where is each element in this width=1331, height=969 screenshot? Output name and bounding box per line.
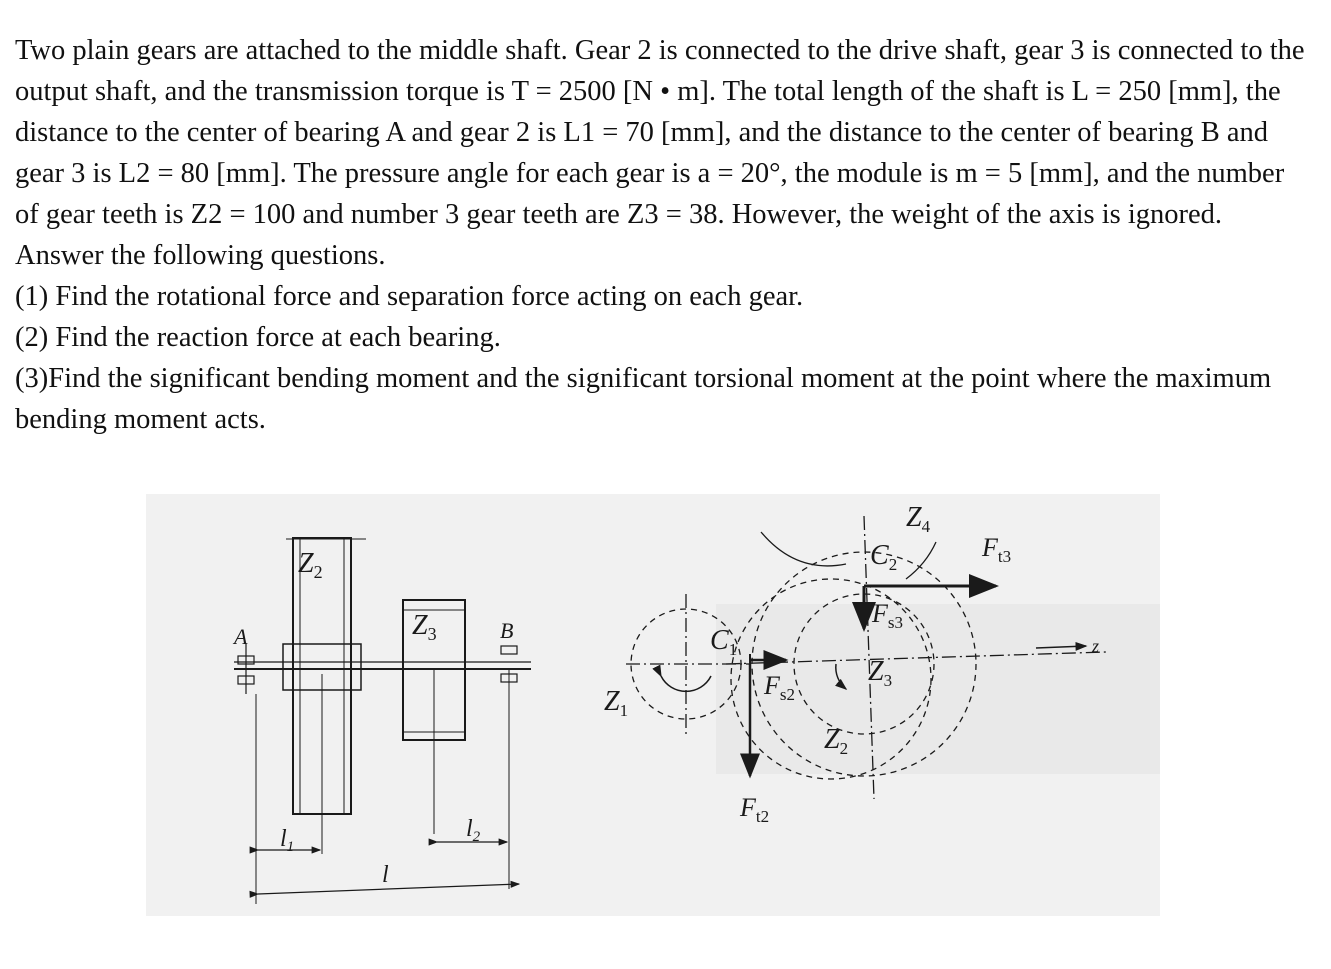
label-bearing-b: B — [500, 618, 514, 643]
problem-text — [15, 30, 1315, 440]
label-c1: $C_1$ — [710, 625, 738, 659]
label-z2-right: $Z_2$ — [824, 724, 849, 758]
gear-z4-arc-right — [906, 542, 936, 579]
label-z4: $Z_4$ — [906, 502, 931, 536]
label-z3-left: $Z_3$ — [412, 610, 437, 644]
label-ft3: $F_{t3}$ — [982, 533, 1012, 566]
label-z-axis: z — [1092, 636, 1100, 656]
label-ft2: $F_{t2}$ — [740, 793, 770, 826]
problem-paragraph: Two plain gears are attached to the middle shaft. Gear 2 is connected to the drive shaft, gear 3 is connected to the output shaft, and the transmission torque is T = 2500 [N • m]. The total length of the shaft is L = 250 [mm], the distance to the center of bearing A and gear 2 is L1 = 70 [mm], and the distance to the center of bearing B and gear 3 is L2 = 80 [mm]. The pressure angle for each gear is a = 20°, the module is m = 5 [mm], and the number of gear teeth is Z2 = 100 and number 3 gear teeth are Z3 = 38. However, the weight of the axis is ignored. — [15, 35, 1305, 230]
gear-shaft-diagram — [146, 494, 1160, 916]
label-z3-right: $Z_3$ — [868, 656, 893, 690]
question-3: (3)Find the significant bending moment and the significant torsional moment at the point where the maximum bending moment acts. — [15, 363, 1272, 435]
label-dim-l: l — [382, 862, 389, 888]
label-fs3: $F_{s3}$ — [872, 599, 904, 632]
label-z1: $Z_1$ — [604, 686, 629, 720]
bearing-b-top — [501, 646, 517, 654]
gear-z4-arc-left — [761, 532, 846, 566]
label-dim-l1: $l_1$ — [280, 826, 295, 855]
problem-instruction: Answer the following questions. — [15, 240, 386, 271]
label-z2-left: $Z_2$ — [298, 548, 323, 582]
label-fs2: $F_{s2}$ — [764, 671, 796, 704]
label-dim-l2: $l_2$ — [466, 816, 481, 845]
label-bearing-a: A — [234, 624, 248, 649]
question-2: (2) Find the reaction force at each bearing. — [15, 322, 501, 353]
shaft-side-view — [234, 538, 531, 904]
label-c2: $C_2$ — [870, 540, 898, 574]
diagram-svg — [146, 494, 1160, 916]
question-1: (1) Find the rotational force and separation force acting on each gear. — [15, 281, 804, 312]
